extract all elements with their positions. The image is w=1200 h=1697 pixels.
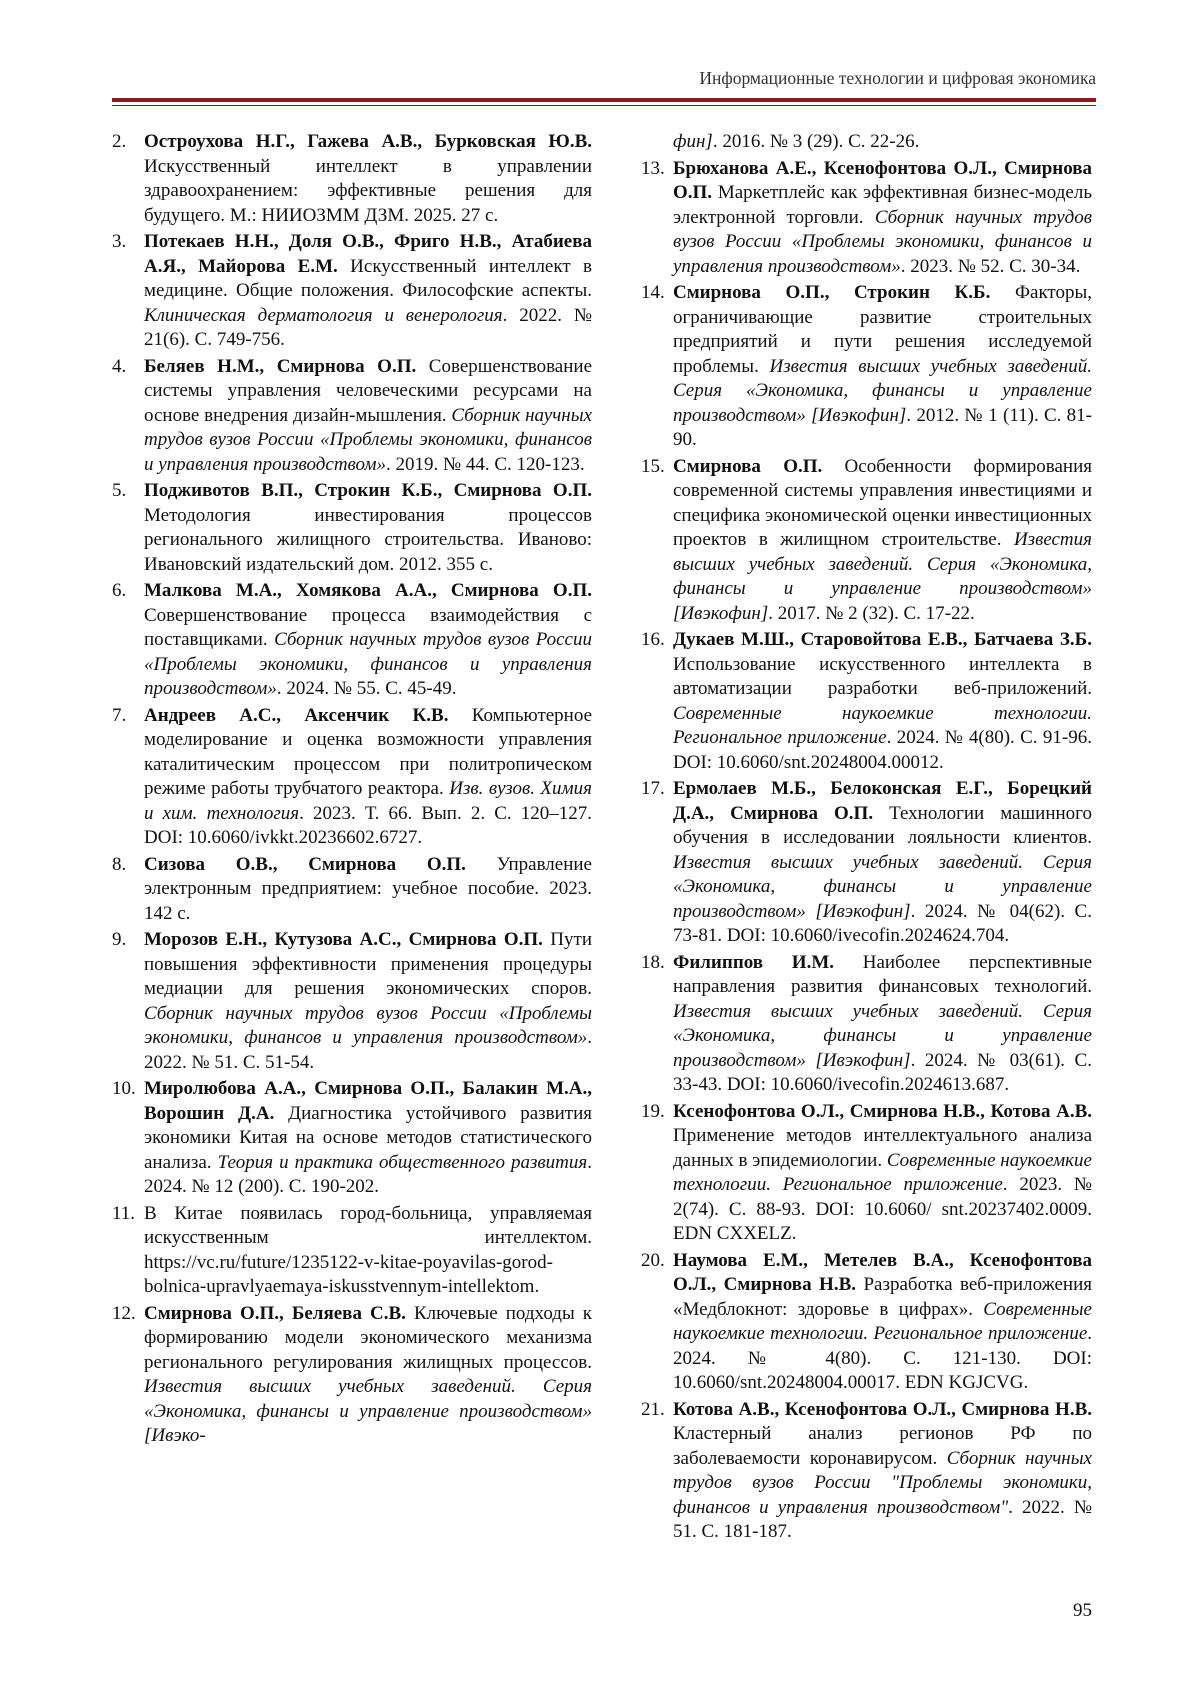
reference-text: Кластерный анализ регионов РФ по заболеваемости коронавирусом.	[673, 1423, 1092, 1469]
reference-number: 10.	[112, 1078, 136, 1099]
reference-item	[641, 1100, 1092, 1247]
reference-text: В Китае появилась город-больница, управляемая искусственным интеллектом. https://vc.ru/future/1235122-v-kitae-poyavilas-gorod-bolnica-upravlyaemaya-iskusstvennym-intellektom.	[144, 1202, 592, 1297]
reference-number: 12.	[112, 1302, 136, 1324]
reference-tail: . 2019. № 44. С. 120-123.	[385, 453, 585, 475]
reference-item	[112, 1302, 592, 1449]
reference-text: Искусственный интеллект в управлении здравоохранением: эффективные решения для будущего. М.: НИИОЗММ ДЗМ. 2025. 27 с.	[144, 155, 592, 226]
reference-source: Клиническая дерматология и венерология	[144, 304, 503, 326]
reference-item	[641, 455, 1092, 627]
reference-source: Сборник научных трудов вузов России "Проблемы экономики, финансов и управления производством"	[673, 1447, 1092, 1518]
reference-source: Теория и практика общественного развития	[217, 1151, 588, 1173]
reference-text: Разработка веб-приложения «Медблокнот: здоровье в цифрах».	[673, 1274, 1092, 1320]
reference-item	[641, 628, 1092, 775]
reference-number: 19.	[641, 1100, 665, 1122]
reference-authors: Андреев А.С., Аксенчик К.В.	[144, 704, 449, 726]
page-number: 95	[1073, 1600, 1092, 1621]
reference-item	[641, 281, 1092, 453]
reference-text: Ключевые подходы к формированию модели экономического механизма регионального регулирования жилищных процессов.	[144, 1302, 592, 1373]
reference-source: Изв. вузов. Химия и хим. технология	[144, 778, 592, 824]
reference-authors: Смирнова О.П., Беляева С.В.	[144, 1302, 406, 1324]
reference-continuation	[673, 130, 1092, 155]
reference-source: Известия высших учебных заведений. Серия «Экономика, финансы и управление производством» [Ивэко-	[144, 1376, 592, 1446]
reference-text: Применение методов интеллектуального анализа данных в эпидемиологии.	[673, 1125, 1092, 1171]
reference-number: 2.	[112, 131, 127, 152]
reference-authors: Малкова М.А., Хомякова А.А., Смирнова О.П.	[144, 580, 592, 601]
reference-item	[641, 951, 1092, 1098]
reference-authors: Наумова Е.М., Метелев В.А., Ксенофонтова О.Л., Смирнова Н.В.	[673, 1249, 1092, 1295]
reference-authors: Остроухова Н.Г., Гажева А.В., Бурковская Ю.В.	[144, 131, 592, 152]
reference-authors: Смирнова О.П., Строкин К.Б.	[673, 282, 991, 303]
reference-source: Сборник научных трудов вузов России «Проблемы экономики, финансов и управления производством»	[144, 1002, 592, 1048]
reference-source: Современные наукоемкие технологии. Региональное приложение	[673, 1298, 1092, 1344]
reference-item	[112, 230, 592, 353]
reference-tail: . 2023. № 52. С. 30-34.	[900, 255, 1081, 277]
reference-source: фин]	[673, 131, 713, 152]
reference-authors: Ксенофонтова О.Л., Смирнова Н.В., Котова А.В.	[673, 1100, 1092, 1122]
reference-text: Наиболее перспективные направления развития финансовых технологий.	[673, 951, 1092, 997]
references-column-right	[641, 130, 1092, 1547]
reference-item	[641, 157, 1092, 280]
reference-number: 18.	[641, 951, 665, 973]
reference-authors: Филиппов И.М.	[673, 951, 835, 973]
reference-source: Сборник научных трудов вузов России «Проблемы экономики, финансов и управления производством»	[144, 629, 592, 699]
reference-text: Методология инвестирования процессов регионального жилищного строительства. Иваново: Ивановский издательский дом. 2012. 355 с.	[144, 504, 592, 575]
reference-item	[641, 1249, 1092, 1396]
reference-source: Известия высших учебных заведений. Серия «Экономика, финансы и управление производством» [Ивэкофин]	[673, 851, 1092, 922]
reference-number: 3.	[112, 231, 127, 252]
reference-text: Факторы, ограничивающие развитие строительных предприятий и пути решения исследуемой проблемы.	[673, 282, 1092, 377]
reference-text: Диагностика устойчивого развития экономики Китая на основе методов статистического анализа.	[144, 1102, 592, 1173]
reference-source: Современные наукоемкие технологии. Региональное приложение	[673, 1149, 1092, 1195]
reference-source: Современные наукоемкие технологии. Региональное приложение	[673, 702, 1092, 748]
reference-tail: . 2022. № 51. С. 51-54.	[144, 1027, 592, 1073]
reference-tail: . 2022. № 21(6). С. 749-756.	[144, 304, 592, 350]
reference-text: Совершенствование системы управления человеческими ресурсами на основе внедрения дизайн-мышления.	[144, 355, 593, 426]
reference-number: 4.	[112, 355, 127, 377]
reference-number: 8.	[112, 853, 127, 875]
reference-item	[112, 928, 592, 1075]
reference-number: 6.	[112, 580, 127, 601]
reference-number: 13.	[641, 157, 665, 179]
reference-authors: Дукаев М.Ш., Старовойтова Е.В., Батчаева З.Б.	[673, 629, 1092, 650]
reference-text: Компьютерное моделирование и оценка возможности управления каталитическим процессом при политропическом режиме работы трубчатого реактора.	[144, 704, 593, 799]
reference-authors: Брюханова А.Е., Ксенофонтова О.Л., Смирнова О.П.	[673, 157, 1092, 203]
reference-item	[112, 1077, 592, 1200]
reference-item	[112, 704, 592, 851]
reference-item	[641, 1398, 1092, 1545]
reference-item	[112, 853, 592, 927]
reference-number: 15.	[641, 455, 665, 477]
reference-item	[112, 1202, 592, 1300]
reference-number: 17.	[641, 778, 665, 799]
reference-tail: . 2023. Т. 66. Вып. 2. С. 120–127. DOI: 10.6060/ivkkt.20236602.6727.	[144, 802, 593, 848]
references-column-left	[112, 130, 592, 1451]
reference-tail: . 2023. № 2(74). С. 88-93. DOI: 10.6060/ snt.20237402.0009. EDN CXXELZ.	[673, 1174, 1092, 1244]
reference-source: Известия высших учебных заведений. Серия «Экономика, финансы и управление производством» [Ивэкофин]	[673, 355, 1092, 426]
reference-authors: Миролюбова А.А., Смирнова О.П., Балакин М.А., Ворошин Д.А.	[144, 1078, 592, 1124]
header-rule-thin	[112, 105, 1096, 106]
reference-tail: . 2022. № 51. С. 181-187.	[673, 1496, 1092, 1542]
reference-item	[112, 355, 592, 478]
reference-tail: . 2024. № 03(61). С. 33-43. DOI: 10.6060/ivecofin.2024613.687.	[673, 1049, 1092, 1095]
reference-authors: Сизова О.В., Смирнова О.П.	[144, 853, 466, 875]
reference-authors: Смирнова О.П.	[673, 455, 823, 477]
reference-text: Пути повышения эффективности применения процедуры медиации для решения экономических споров.	[144, 929, 592, 999]
reference-text: Использование искусственного интеллекта в автоматизации разработки веб-приложений.	[673, 653, 1092, 699]
reference-authors: Потекаев Н.Н., Доля О.В., Фриго Н.В., Атабиева А.Я., Майорова Е.М.	[144, 231, 592, 277]
reference-number: 21.	[641, 1398, 665, 1420]
reference-text: Совершенствование процесса взаимодействия с поставщиками.	[144, 604, 592, 650]
reference-number: 7.	[112, 704, 127, 726]
reference-authors: Ермолаев М.Б., Белоконская Е.Г., Борецкий Д.А., Смирнова О.П.	[673, 778, 1092, 824]
reference-source: Известия высших учебных заведений. Серия «Экономика, финансы и управление производством» [Ивэкофин]	[673, 529, 1092, 624]
reference-item	[112, 579, 592, 702]
reference-item	[112, 130, 592, 228]
header-rule	[112, 98, 1096, 102]
reference-number: 16.	[641, 629, 665, 650]
reference-text: Управление электронным предприятием: учебное пособие. 2023. 142 с.	[144, 853, 592, 924]
reference-tail: . 2017. № 2 (32). С. 17-22.	[768, 602, 975, 624]
reference-authors: Подживотов В.П., Строкин К.Б., Смирнова О.П.	[144, 480, 592, 501]
reference-authors: Беляев Н.М., Смирнова О.П.	[144, 355, 417, 377]
reference-tail: . 2024. № 04(62). С. 73-81. DOI: 10.6060/ivecofin.2024624.704.	[673, 900, 1092, 946]
running-header: Информационные технологии и цифровая экономика	[699, 68, 1096, 88]
reference-item	[112, 479, 592, 577]
reference-text: Технологии машинного обучения в исследовании лояльности клиентов.	[673, 802, 1093, 848]
reference-text: Искусственный интеллект в медицине. Общие положения. Философские аспекты.	[144, 255, 592, 301]
reference-tail: . 2012. № 1 (11). С. 81-90.	[673, 404, 1092, 450]
reference-authors: Морозов Е.Н., Кутузова А.С., Смирнова О.П.	[144, 929, 543, 950]
reference-number: 20.	[641, 1249, 665, 1271]
reference-number: 14.	[641, 282, 665, 303]
reference-tail: . 2024. № 55. С. 45-49.	[276, 678, 457, 699]
reference-text: Особенности формирования современной системы управления инвестициями и специфика экономической оценки инвестиционных проектов в жилищном строительстве.	[673, 455, 1092, 550]
reference-tail: . 2016. № 3 (29). С. 22-26.	[712, 131, 920, 152]
reference-number: 11.	[112, 1202, 136, 1224]
reference-source: Известия высших учебных заведений. Серия «Экономика, финансы и управление производством» [Ивэкофин]	[673, 1000, 1092, 1071]
reference-source: Сборник научных трудов вузов России «Проблемы экономики, финансов и управления производством»	[673, 206, 1092, 277]
reference-source: Сборник научных трудов вузов России «Проблемы экономики, финансов и управления производством»	[144, 404, 592, 475]
reference-number: 9.	[112, 929, 127, 950]
reference-tail: . 2024. № 4(80). С. 121-130. DOI: 10.6060/snt.20248004.00017. EDN KGJCVG.	[673, 1323, 1092, 1393]
reference-authors: Котова А.В., Ксенофонтова О.Л., Смирнова Н.В.	[673, 1398, 1092, 1420]
reference-tail: . 2024. № 4(80). С. 91-96. DOI: 10.6060/snt.20248004.00012.	[673, 727, 1092, 773]
reference-number: 5.	[112, 480, 127, 501]
reference-item	[641, 777, 1092, 949]
reference-text: Маркетплейс как эффективная бизнес-модель электронной торговли.	[673, 182, 1092, 228]
reference-tail: . 2024. № 12 (200). С. 190-202.	[144, 1151, 592, 1197]
